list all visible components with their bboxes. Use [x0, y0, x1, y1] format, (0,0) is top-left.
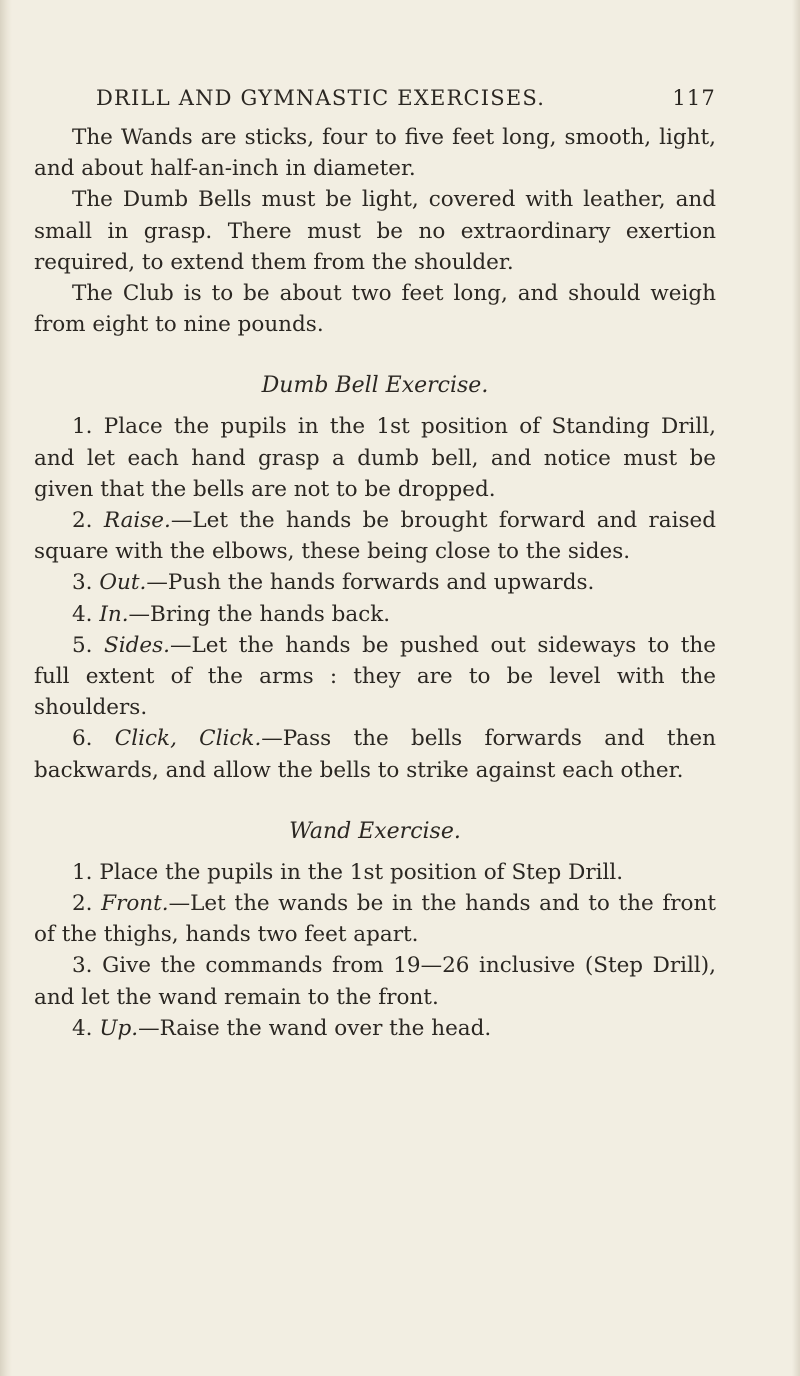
exercise-item	[34, 599, 716, 630]
section-heading-wand: Wand Exercise.	[289, 818, 461, 844]
item-number: 1.	[72, 414, 93, 440]
intro-paragraph-club: The Club is to be about two feet long, and should weigh from eight to nine pounds.	[34, 281, 716, 338]
page-edge-shadow-right	[792, 0, 800, 1376]
item-separator: —	[261, 726, 283, 752]
item-text: Bring the hands back.	[150, 601, 391, 627]
exercise-item	[34, 888, 716, 950]
book-page	[34, 86, 716, 1044]
exercise-item	[34, 1013, 716, 1044]
dumb-bell-exercise-list	[34, 411, 716, 785]
item-text: Raise the wand over the head.	[159, 1015, 492, 1041]
item-separator: —	[170, 508, 193, 534]
item-separator: —	[128, 601, 151, 627]
item-term: Front.	[101, 891, 169, 917]
item-separator: —	[168, 891, 191, 917]
page-number: 117	[672, 86, 716, 110]
item-number: 2.	[72, 508, 93, 534]
intro-paragraph-wands: The Wands are sticks, four to five feet long, smooth, light, and about half-an-inch in diameter.	[34, 125, 716, 182]
item-number: 4.	[72, 1015, 93, 1041]
intro-section	[34, 122, 716, 340]
item-text: Place the pupils in the 1st position of Step Drill.	[99, 859, 624, 885]
intro-paragraph-dumb-bells: The Dumb Bells must be light, covered with leather, and small in grasp. There must be no extraordinary exertion required, to extend them from the shoulder.	[34, 187, 716, 275]
item-term: Out.	[99, 570, 147, 596]
item-number: 6.	[72, 726, 93, 752]
item-text: Place the pupils in the 1st position of Standing Drill, and let each hand grasp a dumb bell, and notice must be given that the bells are not to be dropped.	[34, 414, 716, 502]
exercise-item	[34, 950, 716, 1012]
item-term: Up.	[99, 1015, 139, 1041]
item-separator: —	[169, 632, 192, 658]
item-text: Let the hands be brought forward and raised square with the elbows, these being close to the sides.	[34, 508, 716, 565]
item-term: Sides.	[104, 632, 170, 658]
item-term: Click, Click.	[114, 726, 262, 752]
item-text: Give the commands from 19—26 inclusive (Step Drill), and let the wand remain to the front.	[34, 953, 716, 1010]
page-header	[34, 86, 716, 122]
item-text: Pass the bells forwards and then backwards, and allow the bells to strike against each other.	[34, 726, 716, 783]
item-number: 2.	[72, 891, 93, 917]
item-separator: —	[146, 570, 168, 596]
item-number: 1.	[72, 859, 93, 885]
item-text: Let the wands be in the hands and to the front of the thighs, hands two feet apart.	[34, 891, 716, 948]
item-number: 5.	[72, 632, 93, 658]
exercise-item	[34, 723, 716, 785]
item-term: Raise.	[103, 508, 171, 534]
item-number: 3.	[72, 953, 93, 979]
item-separator: —	[138, 1015, 160, 1041]
exercise-item	[34, 505, 716, 567]
exercise-item	[34, 857, 716, 888]
item-number: 4.	[72, 601, 93, 627]
page-edge-shadow-left	[0, 0, 12, 1376]
section-heading-dumb-bell: Dumb Bell Exercise.	[261, 373, 489, 399]
wand-exercise-list	[34, 857, 716, 1044]
item-term: In.	[99, 601, 129, 627]
item-text: Let the hands be pushed out sideways to the full extent of the arms : they are to be level with the shoulders.	[34, 632, 716, 721]
running-head: DRILL AND GYMNASTIC EXERCISES.	[96, 86, 546, 110]
item-text: Push the hands forwards and upwards.	[167, 570, 595, 596]
exercise-item	[34, 630, 716, 724]
item-number: 3.	[72, 570, 93, 596]
exercise-item	[34, 411, 716, 505]
exercise-item	[34, 567, 716, 598]
